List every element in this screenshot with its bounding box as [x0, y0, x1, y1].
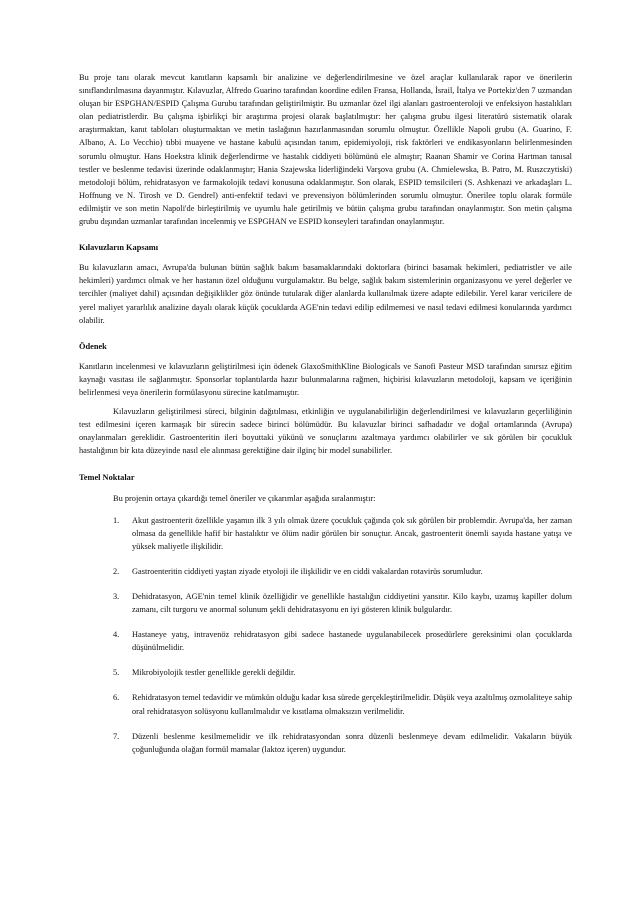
list-item [113, 666, 572, 679]
funding-paragraph: Kanıtların incelenmesi ve kılavuzların geliştirilmesi için ödenek GlaxoSmithKline Biologicals ve Sanofi Pasteur MSD tarafından sınırsız eğitim kaynağı vasıtası ile sağlanmıştır. Sponsorlar toplantılarda hazır bulunmalarına rağmen, hiçbirisi kılavuzların metodoloji, kapsam ve içeriğinin belirlenmesi veya önerilerin formülasyonu sürecine katılmamıştır. [79, 361, 572, 397]
list-item-number: 3. [113, 592, 120, 601]
list-item-text: Akut gastroenterit özellikle yaşamın ilk 3 yılı olmak üzere çocukluk çağında çok sık görülen bir problemdir. Avrupa'da, her zaman olmasa da genellikle hafif bir hastalıktır ve ölüm nadir görülen bir sonuçtur. Ancak, gastroenterit önemli sayıda hastane yatışı ve yüksek maliyetle ilişkilidir. [132, 515, 572, 551]
list-item [113, 514, 572, 553]
section-heading-scope: Kılavuzların Kapsamı [79, 243, 159, 253]
document-page [79, 71, 572, 768]
section-heading-funding: Ödenek [79, 341, 107, 351]
list-item [113, 628, 572, 654]
list-item-text: Dehidratasyon, AGE'nin temel klinik özelliğidir ve genellikle hastalığın ciddiyetini yansıtır. Kilo kaybı, uzamış kapiller dolum zamanı, cilt turgoru ve anormal solunum şekli dehidratasyonu en iyi gösteren klinik bulgulardır. [132, 592, 572, 615]
list-item [113, 565, 572, 578]
list-item-number: 2. [113, 566, 120, 576]
list-item-text: Gastroenteritin ciddiyeti yaştan ziyade etyoloji ile ilişkilidir ve en ciddi vakalardan rotavirüs sorumludur. [132, 566, 483, 576]
methodology-paragraph: Bu proje tanı olarak mevcut kanıtların kapsamlı bir analizine ve değerlendirilmesine ve özel araçlar kullanılarak rapor ve önerilerin sınıflandırılmasına dayanmıştır. Kılavuzlar, Alfredo Guarino tarafından koordine edilen Fransa, Hollanda, İsrail, İtalya ve Portekiz'den 7 uzmandan oluşan bir ESPGHAN/ESPID Çalışma Gurubu tarafından geliştirilmiştir. Bu uzmanlar özel ilgi alanları gastroenteroloji ve enfeksiyon hastalıkları olan pediatristlerdir. Bu çalışma işbirlikçi bir araştırma projesi olarak başlatılmıştır: her çalışma grubu ilgesi literatürü sistematik olarak araştırmaktan, kanıt tabloları oluşturmaktan ve metin taslağının hazırlanmasından sorumlu olmuştur. Özellikle Napoli grubu (A. Guarino, F. Albano, A. Lo Vecchio) tıbbi muayene ve hastane kabulü açısından tanım, epidemiyoloji, risk faktörleri ve endikasyonların belirlenmesinden sorumlu olmuştur. Hans Hoekstra klinik değerlendirme ve hastalık ciddiyeti bölümünü ele almıştır; Raanan Shamir ve Corina Hartman tanısal testler ve beslenme tedavisi üzerinde odaklanmıştır; Hania Szajewska liderliğindeki Varşova grubu (A. Chmielewska, B. Patro, M. Ruszczytiski) metodoloji bölüm, rehidratasyon ve farmakolojik tedavi konusuna odaklanmıştır. Son olarak, ESPID temsilcileri (S. Ashkenazi ve arkadaşları L. Hoffnung ve N. Tirosh ve D. Gendrel) anti-enfektif tedavi ve prevensiyon bölümlerinden sorumlu olmuştur. Önerilee toplu olarak formüle edilmiştir ve son metin Napoli'de birleştirilmiş ve uyumlu hale getirilmiş ve bütün çalışma grubu tarafından onaylanmıştır. Son metin çalışma grubu dışından uzmanlar tarafından incelenmiş ve ESPGHAN ve ESPID konseyleri tarafından onaylanmıştır. [79, 73, 572, 227]
scope-paragraph: Bu kılavuzların amacı, Avrupa'da bulunan bütün sağlık bakım basamaklarındaki doktorlara (birinci basamak hekimleri, pediatristler ve aile hekimleri) yardımcı olmak ve her hastanın özel olduğunu vurgulamaktır. Bu belge, sağlık bakım sistemlerinin organizasyonu ve yerel değerler ve tercihler (maliyet dahil) açısından değişiklikler göz önünde tutularak diğer alanlarda kullanılmak üzere adapte edilebilir. Yerel karar vericilere de yerel maliyet yararlılık analizine dayalı olarak küçük çocuklarda AGE'nin tedavi edilip edilmemesi ve nasıl tedavi edilmesi konularında yardımcı olabilir. [79, 263, 572, 325]
list-item-number: 7. [113, 731, 120, 741]
list-item-text: Rehidratasyon temel tedavidir ve mümkün olduğu kadar kısa sürede gerçekleştirilmelidir. Düşük veya azaltılmış ozmolaliteye sahip oral rehidratasyon solüsyonu kullanılmalıdır ve kısıtlama olmaksızın verilmelidir. [132, 693, 573, 716]
section-heading-key-points: Temel Noktalar [79, 473, 135, 483]
key-points-list [79, 514, 572, 756]
list-item-number: 4. [113, 630, 120, 640]
list-item-text: Hastaneye yatış, intravenöz rehidratasyon gibi sadece hastanede uygulanabilecek prosedürlere gereksinimi olan çocuklarda düşünülmelidir. [132, 630, 572, 653]
key-points-intro: Bu projenin ortaya çıkardığı temel öneriler ve çıkarımlar aşağıda sıralanmıştır: [113, 493, 376, 503]
list-item-number: 1. [113, 515, 120, 525]
list-item [113, 590, 572, 616]
list-item-number: 5. [113, 668, 120, 678]
list-item [113, 730, 572, 756]
list-item [113, 691, 572, 717]
list-item-number: 6. [113, 693, 120, 703]
list-item-text: Düzenli beslenme kesilmemelidir ve ilk rehidratasyondan sonra düzenli beslenmeye devam edilmelidir. Vakaların büyük çoğunluğunda olağan formül mamalar (laktoz içeren) uygundur. [132, 731, 572, 754]
list-item-text: Mikrobiyolojik testler genellikle gerekli değildir. [132, 668, 296, 678]
process-paragraph: Kılavuzların geliştirilmesi süreci, bilginin dağıtılması, etkinliğin ve uygulanabilirliğin değerlendirilmesi ve kılavuzların geçerliliğinin test edilmesini içeren karmaşık bir sürecin sadece birinci bölümüdür. Bu kılavuzlar birinci safhadadır ve doğal ortamlarında (Avrupa) onaylanmaları gereklidir. Gastroenteritin ileri boyuttaki yükünü ve sonuçlarını azaltmaya yardımcı olabilirler ve sık görülen bir çocukluk hastalığının bir kıta düzeyinde nasıl ele alınması gerektiğine dair ilginç bir model sunabilirler. [79, 407, 572, 456]
